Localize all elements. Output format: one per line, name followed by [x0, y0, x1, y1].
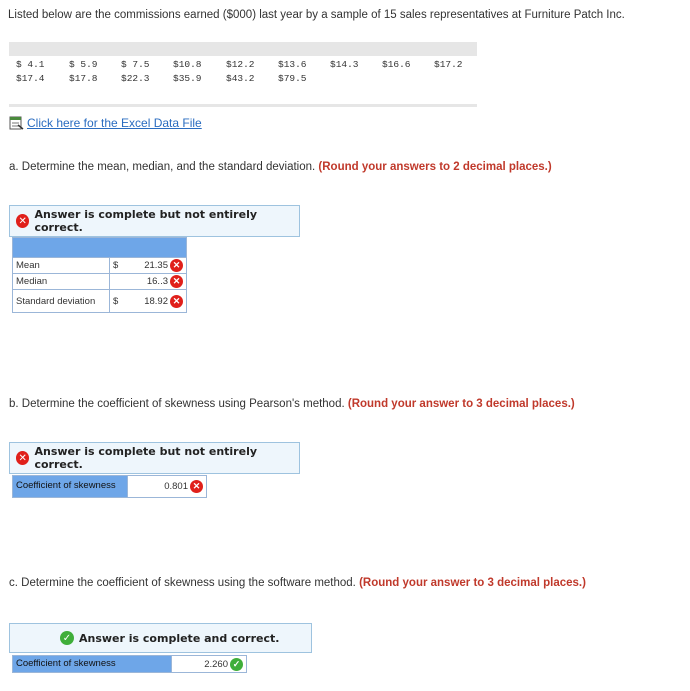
- data-cell: $ 7.5: [121, 59, 150, 70]
- question-b-text: b. Determine the coefficient of skewness using Pearson's method.: [9, 398, 345, 410]
- table-header: [13, 238, 187, 258]
- question-c: [9, 577, 586, 589]
- data-cell: $22.3: [121, 73, 150, 84]
- data-cell: $12.2: [226, 59, 255, 70]
- answer-value: 21.35: [144, 260, 168, 272]
- answer-table-b: [12, 475, 207, 498]
- data-table: [9, 42, 477, 107]
- status-box-b: [9, 442, 300, 474]
- table-row: [13, 274, 187, 290]
- table-row: [13, 476, 207, 498]
- question-b: [9, 398, 575, 410]
- status-text-a: Answer is complete but not entirely correct.: [34, 208, 258, 234]
- table-row: [13, 290, 187, 313]
- question-a: [9, 161, 552, 173]
- answer-value: 18.92: [144, 295, 168, 307]
- data-cell: $16.6: [382, 59, 411, 70]
- incorrect-icon: ✕: [190, 480, 203, 493]
- question-c-instruction: (Round your answer to 3 decimal places.): [359, 577, 586, 589]
- answer-value: 0.801: [164, 481, 188, 493]
- answer-input-mean[interactable]: [124, 258, 187, 274]
- answer-table-c: [12, 655, 247, 673]
- data-cell: $10.8: [173, 59, 202, 70]
- data-cell: $13.6: [278, 59, 307, 70]
- intro-text: Listed below are the commissions earned ($000) last year by a sample of 15 sales representatives at Furniture Patch Inc.: [8, 9, 625, 21]
- answer-table-a: [12, 237, 187, 313]
- question-a-instruction: (Round your answers to 2 decimal places.): [318, 161, 552, 173]
- correct-icon: ✓: [60, 631, 74, 645]
- incorrect-icon: ✕: [170, 259, 183, 272]
- incorrect-icon: ✕: [170, 295, 183, 308]
- data-cell: $ 4.1: [16, 59, 45, 70]
- answer-input-pearson[interactable]: [128, 476, 207, 498]
- table-row: [13, 258, 187, 274]
- status-box-c: [9, 623, 312, 653]
- row-label: Standard deviation: [13, 290, 110, 313]
- excel-link-row[interactable]: [9, 116, 202, 130]
- answer-value: 2.260: [204, 658, 228, 670]
- question-a-text: a. Determine the mean, median, and the standard deviation.: [9, 161, 316, 173]
- data-cell: $35.9: [173, 73, 202, 84]
- excel-data-link[interactable]: Click here for the Excel Data File: [27, 116, 202, 130]
- excel-file-icon: [9, 116, 24, 130]
- status-box-a: [9, 205, 300, 237]
- data-cell: $43.2: [226, 73, 255, 84]
- incorrect-icon: ✕: [170, 275, 183, 288]
- answer-input-software[interactable]: [172, 656, 247, 673]
- row-label: Median: [13, 274, 110, 290]
- data-cell: $17.2: [434, 59, 463, 70]
- status-text-b: Answer is complete but not entirely correct.: [34, 445, 258, 471]
- row-label: Coefficient of skewness: [13, 476, 128, 498]
- status-text-c: Answer is complete and correct.: [79, 631, 280, 645]
- unit: $: [110, 290, 125, 313]
- incorrect-icon: ✕: [16, 214, 29, 228]
- row-label: Mean: [13, 258, 110, 274]
- question-c-text: c. Determine the coefficient of skewness using the software method.: [9, 577, 356, 589]
- data-cell: $ 5.9: [69, 59, 98, 70]
- answer-value: 16..3: [146, 276, 168, 288]
- answer-input-std-dev[interactable]: [124, 290, 187, 313]
- data-cell: $17.4: [16, 73, 45, 84]
- incorrect-icon: ✕: [16, 451, 29, 465]
- data-cell: $14.3: [330, 59, 359, 70]
- table-row: [13, 656, 247, 673]
- unit: [110, 274, 125, 290]
- data-cell: $17.8: [69, 73, 98, 84]
- data-cell: $79.5: [278, 73, 307, 84]
- answer-input-median[interactable]: [124, 274, 187, 290]
- question-b-instruction: (Round your answer to 3 decimal places.): [347, 398, 575, 410]
- correct-icon: ✓: [230, 658, 243, 671]
- unit: $: [110, 258, 125, 274]
- row-label: Coefficient of skewness: [13, 656, 172, 673]
